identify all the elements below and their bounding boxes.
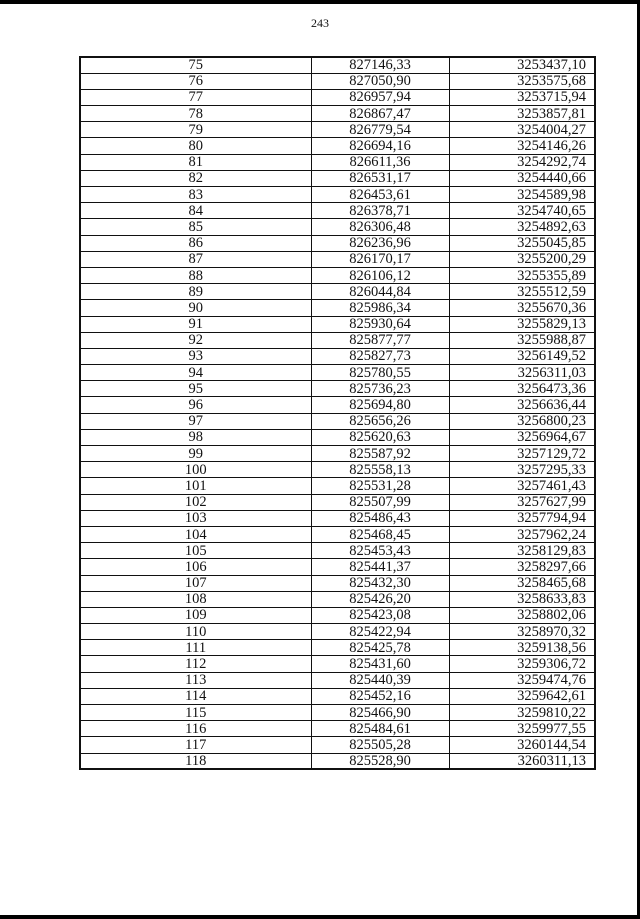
table-row — [80, 57, 595, 73]
table-row — [80, 526, 595, 542]
point-number-cell: 77 — [80, 89, 311, 105]
y-coordinate-cell: 3257295,33 — [449, 462, 595, 478]
y-coordinate-cell: 3256636,44 — [449, 397, 595, 413]
table-row — [80, 154, 595, 170]
y-coordinate-cell: 3258970,32 — [449, 624, 595, 640]
point-number-cell: 112 — [80, 656, 311, 672]
y-coordinate-cell: 3253715,94 — [449, 89, 595, 105]
x-coordinate-cell: 825423,08 — [311, 607, 449, 623]
table-row — [80, 122, 595, 138]
point-number-cell: 108 — [80, 591, 311, 607]
point-number-cell: 102 — [80, 494, 311, 510]
x-coordinate-cell: 825558,13 — [311, 462, 449, 478]
x-coordinate-cell: 825656,26 — [311, 413, 449, 429]
y-coordinate-cell: 3257794,94 — [449, 510, 595, 526]
x-coordinate-cell: 826867,47 — [311, 106, 449, 122]
point-number-cell: 103 — [80, 510, 311, 526]
y-coordinate-cell: 3253575,68 — [449, 73, 595, 89]
table-row — [80, 235, 595, 251]
y-coordinate-cell: 3255512,59 — [449, 284, 595, 300]
y-coordinate-cell: 3259810,22 — [449, 705, 595, 721]
point-number-cell: 86 — [80, 235, 311, 251]
y-coordinate-cell: 3258297,66 — [449, 559, 595, 575]
y-coordinate-cell: 3254892,63 — [449, 219, 595, 235]
point-number-cell: 91 — [80, 316, 311, 332]
y-coordinate-cell: 3256311,03 — [449, 365, 595, 381]
x-coordinate-cell: 825486,43 — [311, 510, 449, 526]
y-coordinate-cell: 3255670,36 — [449, 300, 595, 316]
table-row — [80, 543, 595, 559]
point-number-cell: 114 — [80, 688, 311, 704]
y-coordinate-cell: 3259138,56 — [449, 640, 595, 656]
point-number-cell: 113 — [80, 672, 311, 688]
y-coordinate-cell: 3260144,54 — [449, 737, 595, 753]
table-row — [80, 397, 595, 413]
x-coordinate-cell: 826378,71 — [311, 203, 449, 219]
table-row — [80, 640, 595, 656]
y-coordinate-cell: 3256800,23 — [449, 413, 595, 429]
point-number-cell: 105 — [80, 543, 311, 559]
point-number-cell: 92 — [80, 332, 311, 348]
y-coordinate-cell: 3257129,72 — [449, 446, 595, 462]
point-number-cell: 84 — [80, 203, 311, 219]
table-row — [80, 170, 595, 186]
point-number-cell: 75 — [80, 57, 311, 73]
point-number-cell: 111 — [80, 640, 311, 656]
x-coordinate-cell: 825505,28 — [311, 737, 449, 753]
point-number-cell: 118 — [80, 753, 311, 769]
point-number-cell: 110 — [80, 624, 311, 640]
table-row — [80, 462, 595, 478]
table-row — [80, 705, 595, 721]
x-coordinate-cell: 826306,48 — [311, 219, 449, 235]
y-coordinate-cell: 3258633,83 — [449, 591, 595, 607]
table-row — [80, 559, 595, 575]
y-coordinate-cell: 3257962,24 — [449, 526, 595, 542]
x-coordinate-cell: 825507,99 — [311, 494, 449, 510]
coordinates-table-body — [80, 57, 595, 769]
point-number-cell: 115 — [80, 705, 311, 721]
x-coordinate-cell: 826044,84 — [311, 284, 449, 300]
table-row — [80, 89, 595, 105]
point-number-cell: 80 — [80, 138, 311, 154]
point-number-cell: 85 — [80, 219, 311, 235]
y-coordinate-cell: 3255045,85 — [449, 235, 595, 251]
y-coordinate-cell: 3260311,13 — [449, 753, 595, 769]
point-number-cell: 97 — [80, 413, 311, 429]
table-row — [80, 251, 595, 267]
x-coordinate-cell: 826236,96 — [311, 235, 449, 251]
table-row — [80, 737, 595, 753]
table-row — [80, 656, 595, 672]
table-row — [80, 688, 595, 704]
x-coordinate-cell: 825440,39 — [311, 672, 449, 688]
x-coordinate-cell: 827146,33 — [311, 57, 449, 73]
point-number-cell: 101 — [80, 478, 311, 494]
x-coordinate-cell: 825426,20 — [311, 591, 449, 607]
point-number-cell: 83 — [80, 187, 311, 203]
x-coordinate-cell: 826453,61 — [311, 187, 449, 203]
table-row — [80, 203, 595, 219]
y-coordinate-cell: 3254440,66 — [449, 170, 595, 186]
x-coordinate-cell: 825620,63 — [311, 429, 449, 445]
point-number-cell: 89 — [80, 284, 311, 300]
table-row — [80, 106, 595, 122]
y-coordinate-cell: 3256964,67 — [449, 429, 595, 445]
x-coordinate-cell: 826694,16 — [311, 138, 449, 154]
y-coordinate-cell: 3253857,81 — [449, 106, 595, 122]
table-row — [80, 624, 595, 640]
point-number-cell: 87 — [80, 251, 311, 267]
y-coordinate-cell: 3254146,26 — [449, 138, 595, 154]
point-number-cell: 96 — [80, 397, 311, 413]
x-coordinate-cell: 825694,80 — [311, 397, 449, 413]
table-row — [80, 348, 595, 364]
point-number-cell: 106 — [80, 559, 311, 575]
table-row — [80, 138, 595, 154]
point-number-cell: 82 — [80, 170, 311, 186]
table-row — [80, 607, 595, 623]
table-row — [80, 478, 595, 494]
table-row — [80, 510, 595, 526]
table-row — [80, 284, 595, 300]
table-row — [80, 494, 595, 510]
y-coordinate-cell: 3257627,99 — [449, 494, 595, 510]
table-row — [80, 446, 595, 462]
x-coordinate-cell: 825432,30 — [311, 575, 449, 591]
x-coordinate-cell: 826170,17 — [311, 251, 449, 267]
y-coordinate-cell: 3259306,72 — [449, 656, 595, 672]
point-number-cell: 79 — [80, 122, 311, 138]
y-coordinate-cell: 3259977,55 — [449, 721, 595, 737]
point-number-cell: 78 — [80, 106, 311, 122]
point-number-cell: 93 — [80, 348, 311, 364]
table-row — [80, 300, 595, 316]
x-coordinate-cell: 825468,45 — [311, 526, 449, 542]
point-number-cell: 98 — [80, 429, 311, 445]
table-row — [80, 316, 595, 332]
x-coordinate-cell: 825780,55 — [311, 365, 449, 381]
x-coordinate-cell: 825827,73 — [311, 348, 449, 364]
y-coordinate-cell: 3254004,27 — [449, 122, 595, 138]
x-coordinate-cell: 826957,94 — [311, 89, 449, 105]
y-coordinate-cell: 3254740,65 — [449, 203, 595, 219]
table-row — [80, 365, 595, 381]
table-row — [80, 721, 595, 737]
x-coordinate-cell: 827050,90 — [311, 73, 449, 89]
x-coordinate-cell: 825466,90 — [311, 705, 449, 721]
point-number-cell: 116 — [80, 721, 311, 737]
point-number-cell: 117 — [80, 737, 311, 753]
x-coordinate-cell: 825441,37 — [311, 559, 449, 575]
page-number: 243 — [311, 16, 329, 30]
point-number-cell: 90 — [80, 300, 311, 316]
point-number-cell: 104 — [80, 526, 311, 542]
point-number-cell: 95 — [80, 381, 311, 397]
x-coordinate-cell: 826531,17 — [311, 170, 449, 186]
x-coordinate-cell: 826106,12 — [311, 267, 449, 283]
y-coordinate-cell: 3257461,43 — [449, 478, 595, 494]
x-coordinate-cell: 825877,77 — [311, 332, 449, 348]
y-coordinate-cell: 3255355,89 — [449, 267, 595, 283]
y-coordinate-cell: 3258465,68 — [449, 575, 595, 591]
y-coordinate-cell: 3258129,83 — [449, 543, 595, 559]
table-row — [80, 591, 595, 607]
y-coordinate-cell: 3259474,76 — [449, 672, 595, 688]
x-coordinate-cell: 826779,54 — [311, 122, 449, 138]
x-coordinate-cell: 825425,78 — [311, 640, 449, 656]
bottom-border — [0, 915, 640, 919]
x-coordinate-cell: 826611,36 — [311, 154, 449, 170]
table-row — [80, 429, 595, 445]
table-row — [80, 672, 595, 688]
coordinates-table — [79, 56, 596, 770]
x-coordinate-cell: 825453,43 — [311, 543, 449, 559]
y-coordinate-cell: 3255988,87 — [449, 332, 595, 348]
table-row — [80, 413, 595, 429]
y-coordinate-cell: 3254589,98 — [449, 187, 595, 203]
y-coordinate-cell: 3253437,10 — [449, 57, 595, 73]
point-number-cell: 94 — [80, 365, 311, 381]
y-coordinate-cell: 3259642,61 — [449, 688, 595, 704]
x-coordinate-cell: 825484,61 — [311, 721, 449, 737]
y-coordinate-cell: 3255200,29 — [449, 251, 595, 267]
table-row — [80, 575, 595, 591]
point-number-cell: 81 — [80, 154, 311, 170]
y-coordinate-cell: 3254292,74 — [449, 154, 595, 170]
x-coordinate-cell: 825452,16 — [311, 688, 449, 704]
point-number-cell: 99 — [80, 446, 311, 462]
y-coordinate-cell: 3255829,13 — [449, 316, 595, 332]
x-coordinate-cell: 825422,94 — [311, 624, 449, 640]
point-number-cell: 88 — [80, 267, 311, 283]
point-number-cell: 76 — [80, 73, 311, 89]
table-row — [80, 267, 595, 283]
y-coordinate-cell: 3256149,52 — [449, 348, 595, 364]
y-coordinate-cell: 3258802,06 — [449, 607, 595, 623]
table-row — [80, 187, 595, 203]
coordinates-table-container — [79, 56, 594, 770]
x-coordinate-cell: 825528,90 — [311, 753, 449, 769]
x-coordinate-cell: 825431,60 — [311, 656, 449, 672]
x-coordinate-cell: 825930,64 — [311, 316, 449, 332]
point-number-cell: 100 — [80, 462, 311, 478]
point-number-cell: 107 — [80, 575, 311, 591]
y-coordinate-cell: 3256473,36 — [449, 381, 595, 397]
x-coordinate-cell: 825587,92 — [311, 446, 449, 462]
table-row — [80, 332, 595, 348]
table-row — [80, 381, 595, 397]
x-coordinate-cell: 825531,28 — [311, 478, 449, 494]
x-coordinate-cell: 825986,34 — [311, 300, 449, 316]
top-border — [0, 0, 640, 4]
x-coordinate-cell: 825736,23 — [311, 381, 449, 397]
table-row — [80, 219, 595, 235]
table-row — [80, 73, 595, 89]
point-number-cell: 109 — [80, 607, 311, 623]
table-row — [80, 753, 595, 769]
